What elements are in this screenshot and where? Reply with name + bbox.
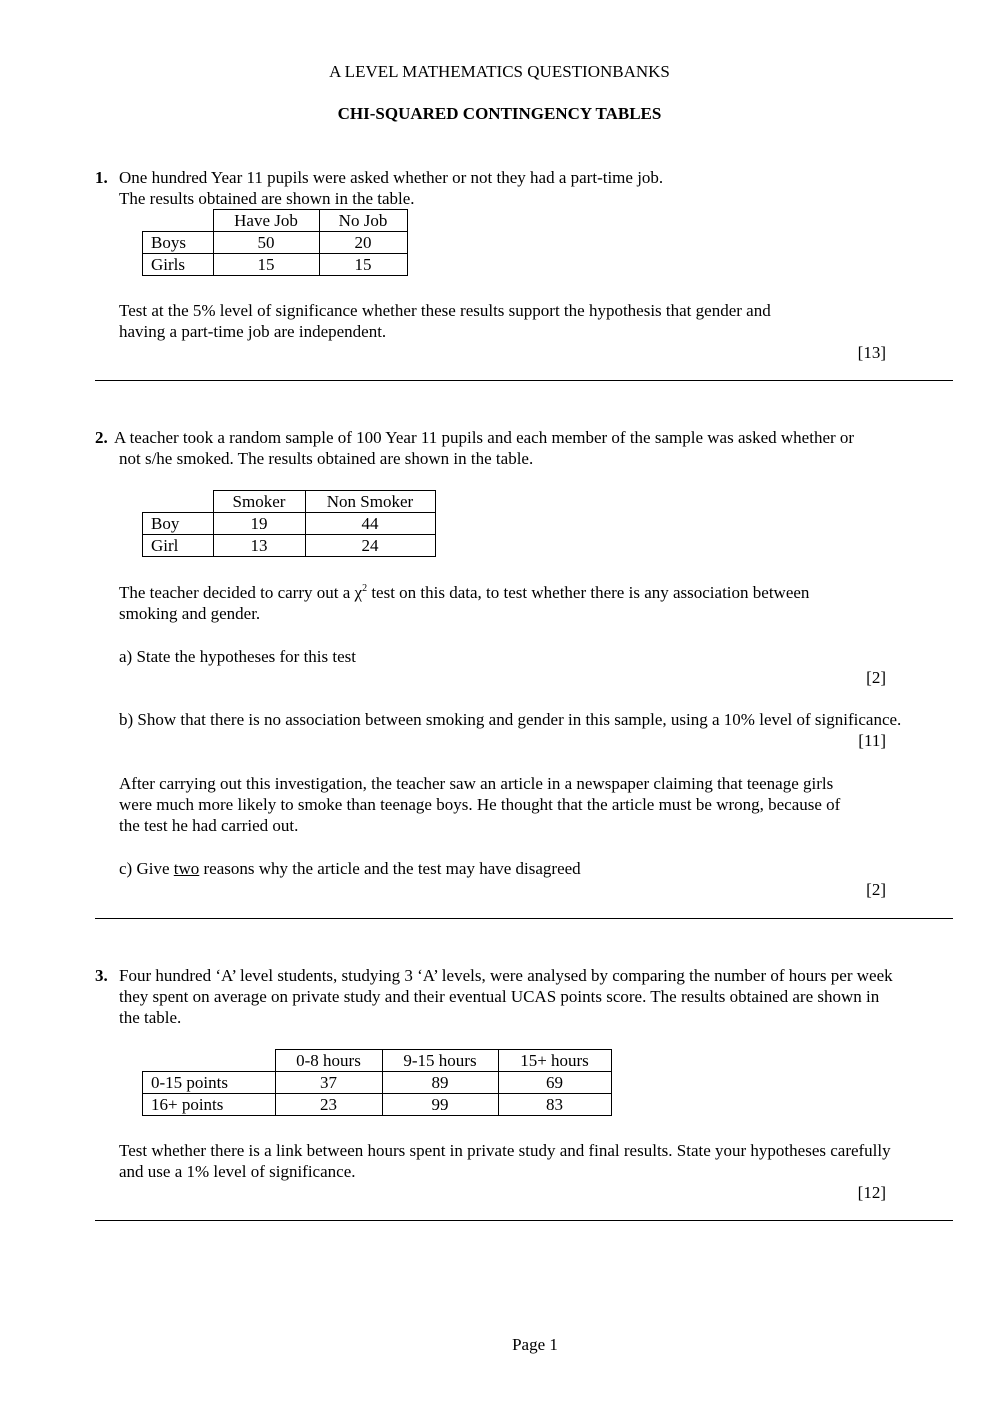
q1-task-line2: having a part-time job are independent. <box>119 322 387 341</box>
table-corner-cell <box>143 210 214 232</box>
q2-part-b-marks: [11] <box>858 731 886 750</box>
emphasis-underline: two <box>173 859 200 878</box>
q2-number: 2. <box>95 428 108 447</box>
table-corner-cell <box>143 491 214 513</box>
table-cell: 19 <box>213 513 305 535</box>
divider <box>95 918 953 919</box>
q3-number: 3. <box>95 966 108 985</box>
q3-text-line2: they spent on average on private study and their eventual UCAS points score. The results obtained are shown in <box>119 987 880 1006</box>
table-header-row <box>143 491 436 513</box>
table-cell: 15 <box>319 254 407 276</box>
q1-task-line1: Test at the 5% level of significance whether these results support the hypothesis that gender and <box>119 301 771 320</box>
table-row-label: 16+ points <box>143 1094 276 1116</box>
q2-part-b: b) Show that there is no association between smoking and gender in this sample, using a 10% level of significance. <box>119 710 902 729</box>
q3-text-line1: Four hundred ‘A’ level students, studying 3 ‘A’ levels, were analysed by comparing the number of hours per week <box>119 966 893 985</box>
q2-paragraph-line3: the test he had carried out. <box>119 816 299 835</box>
q1-table <box>142 209 408 276</box>
q2-part-a-marks: [2] <box>866 668 886 687</box>
q1-marks: [13] <box>857 343 886 362</box>
table-cell: 20 <box>319 232 407 254</box>
table-header-cell: No Job <box>319 210 407 232</box>
document-series-title: A LEVEL MATHEMATICS QUESTIONBANKS <box>329 62 670 81</box>
table-cell: 24 <box>305 535 435 557</box>
table-cell: 69 <box>498 1072 611 1094</box>
table-cell: 23 <box>275 1094 382 1116</box>
q2-part-a: a) State the hypotheses for this test <box>119 647 357 666</box>
table-row-label: 0-15 points <box>143 1072 276 1094</box>
table-cell: 50 <box>213 232 319 254</box>
table-header-cell: 0-8 hours <box>275 1050 382 1072</box>
q3-task-line2: and use a 1% level of significance. <box>119 1162 356 1181</box>
divider <box>95 1220 953 1221</box>
table-row <box>143 1072 612 1094</box>
q2-text-line2: not s/he smoked. The results obtained are shown in the table. <box>119 449 534 468</box>
q3-table <box>142 1049 612 1116</box>
q2-paragraph-line1: After carrying out this investigation, the teacher saw an article in a newspaper claiming that teenage girls <box>119 774 834 793</box>
table-row <box>143 232 408 254</box>
q2-paragraph-line2: were much more likely to smoke than teenage boys. He thought that the article must be wrong, because of <box>119 795 841 814</box>
q3-marks: [12] <box>857 1183 886 1202</box>
table-cell: 13 <box>213 535 305 557</box>
table-cell: 89 <box>382 1072 498 1094</box>
q1-text-line1: One hundred Year 11 pupils were asked whether or not they had a part-time job. <box>119 168 664 187</box>
q2-part-c-marks: [2] <box>866 880 886 899</box>
chi-exponent: 2 <box>362 583 368 594</box>
table-header-cell: Smoker <box>213 491 305 513</box>
q2-intro-line2: smoking and gender. <box>119 604 261 623</box>
table-header-cell: 15+ hours <box>498 1050 611 1072</box>
table-cell: 15 <box>213 254 319 276</box>
q2-intro-line1: The teacher decided to carry out a $\chi^2$ test on this data, to test whether there is any association between <box>119 583 810 602</box>
table-row-label: Girls <box>143 254 214 276</box>
table-row-label: Boys <box>143 232 214 254</box>
divider <box>95 380 953 381</box>
table-row-label: Girl <box>143 535 214 557</box>
q3-text-line3: the table. <box>119 1008 182 1027</box>
table-header-cell: Non Smoker <box>305 491 435 513</box>
table-cell: 83 <box>498 1094 611 1116</box>
table-cell: 44 <box>305 513 435 535</box>
q1-text-line2: The results obtained are shown in the table. <box>119 189 415 208</box>
q2-text-line1: A teacher took a random sample of 100 Year 11 pupils and each member of the sample was asked whether or <box>114 428 855 447</box>
table-header-cell: 9-15 hours <box>382 1050 498 1072</box>
table-row <box>143 1094 612 1116</box>
q1-number: 1. <box>95 168 108 187</box>
table-header-cell: Have Job <box>213 210 319 232</box>
page-number: Page 1 <box>512 1335 558 1354</box>
table-row-label: Boy <box>143 513 214 535</box>
table-cell: 99 <box>382 1094 498 1116</box>
table-row <box>143 535 436 557</box>
q2-part-c: c) Give two reasons why the article and the test may have disagreed <box>119 859 581 878</box>
table-row <box>143 254 408 276</box>
document-title: CHI-SQUARED CONTINGENCY TABLES <box>337 104 662 123</box>
table-row <box>143 513 436 535</box>
chi-symbol: χ <box>354 583 363 602</box>
q2-table <box>142 490 436 557</box>
table-header-row <box>143 1050 612 1072</box>
table-cell: 37 <box>275 1072 382 1094</box>
table-corner-cell <box>143 1050 276 1072</box>
table-header-row <box>143 210 408 232</box>
q3-task-line1: Test whether there is a link between hours spent in private study and final results. State your hypotheses carefully <box>119 1141 891 1160</box>
